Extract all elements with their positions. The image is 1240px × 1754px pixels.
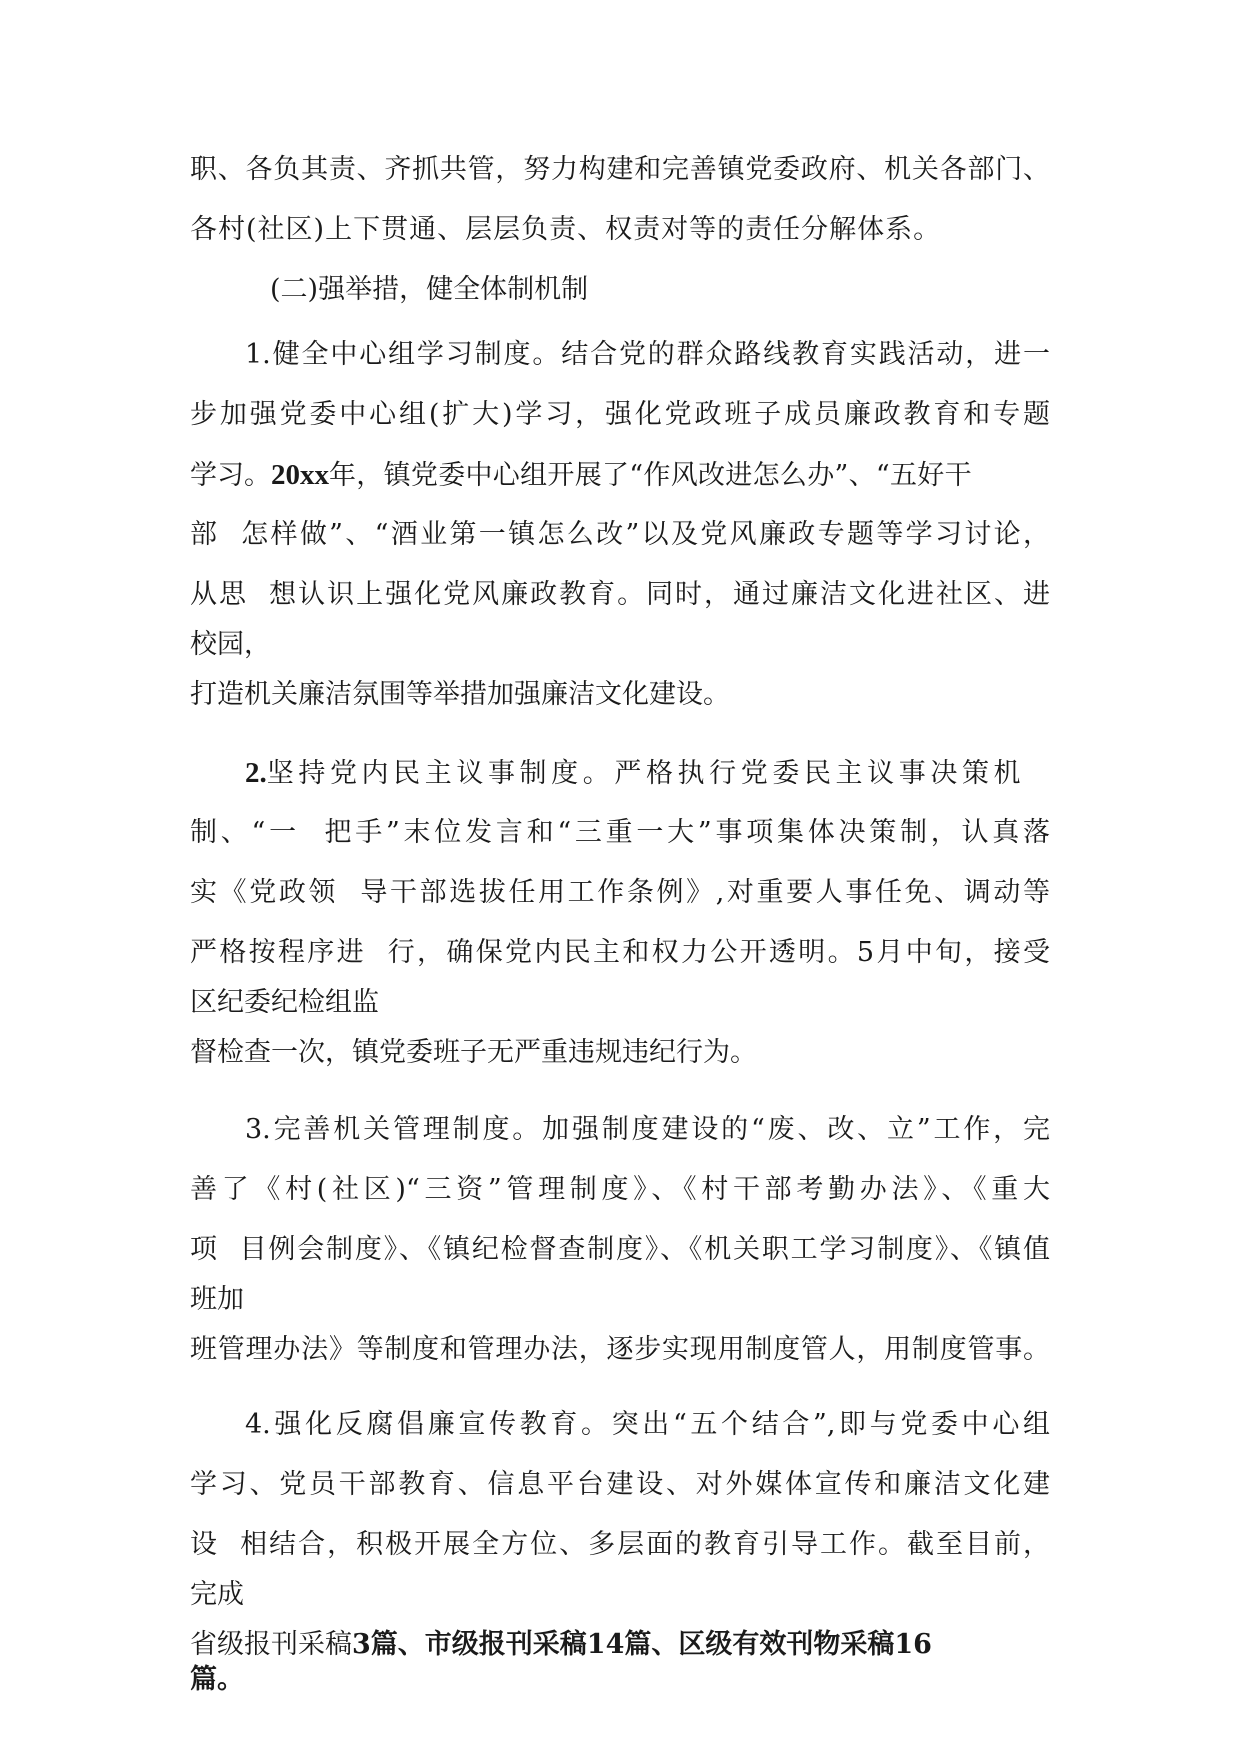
- body-line: 4.强化反腐倡廉宣传教育。突出“五个结合”,即与党委中心组: [245, 1409, 1050, 1440]
- body-line: 区纪委纪检组监: [190, 987, 379, 1018]
- body-line: 严格按程序进 行，确保党内民主和权力公开透明。5月中旬，接受: [190, 937, 1050, 968]
- body-line: 制、“一 把手”末位发言和“三重一大”事项集体决策制，认真落: [190, 817, 1050, 848]
- body-line: 步加强党委中心组(扩大)学习，强化党政班子成员廉政教育和专题: [190, 399, 1050, 430]
- body-text: 省级报刊采稿: [190, 1629, 352, 1660]
- body-line: 善了《村(社区)“三资”管理制度》、《村干部考勤办法》、《重大: [190, 1174, 1050, 1205]
- bold-text: 3篇、市级报刊采稿14篇、区级有效刊物采稿16: [352, 1629, 932, 1660]
- body-line: 打造机关廉洁氛围等举措加强廉洁文化建设。: [190, 679, 730, 710]
- body-line: [245, 753, 1050, 794]
- body-text: 学习。: [190, 460, 271, 491]
- body-line: 项 目例会制度》、《镇纪检督查制度》、《机关职工学习制度》、《镇值: [190, 1234, 1050, 1265]
- body-line: 篇。: [190, 1664, 244, 1695]
- body-line: 职、各负其责、齐抓共管，努力构建和完善镇党委政府、机关各部门、: [190, 154, 1050, 185]
- body-text: 坚持党内民主议事制度。严格执行党委民主议事决策机: [266, 758, 1026, 789]
- year-text: 20xx: [271, 459, 329, 491]
- body-line: 督检查一次，镇党委班子无严重违规违纪行为。: [190, 1037, 757, 1068]
- item-number: 2.: [245, 757, 267, 789]
- body-line: 3.完善机关管理制度。加强制度建设的“废、改、立”工作，完: [245, 1114, 1050, 1145]
- body-line: 1.健全中心组学习制度。结合党的群众路线教育实践活动，进一: [245, 339, 1050, 370]
- body-line: 完成: [190, 1579, 244, 1610]
- body-line: 实《党政领 导干部选拔任用工作条例》,对重要人事任免、调动等: [190, 877, 1050, 908]
- body-line: [190, 1625, 1050, 1665]
- body-text: 年，镇党委中心组开展了“作风改进怎么办”、“五好干: [329, 460, 972, 491]
- body-line: 学习、党员干部教育、信息平台建设、对外媒体宣传和廉洁文化建: [190, 1469, 1050, 1500]
- body-line: 各村(社区)上下贯通、层层负责、权责对等的责任分解体系。: [190, 214, 942, 245]
- section-heading: (二)强举措，健全体制机制: [270, 274, 589, 305]
- body-line: 设 相结合，积极开展全方位、多层面的教育引导工作。截至目前，: [190, 1529, 1050, 1560]
- body-line: 部 怎样做”、“酒业第一镇怎么改”以及党风廉政专题等学习讨论，: [190, 519, 1050, 550]
- body-line: 班加: [190, 1284, 244, 1315]
- body-line: 班管理办法》等制度和管理办法，逐步实现用制度管人，用制度管事。: [190, 1334, 1050, 1365]
- body-line: 从思 想认识上强化党风廉政教育。同时，通过廉洁文化进社区、进: [190, 579, 1050, 610]
- body-line: 校园，: [190, 629, 271, 660]
- body-line: [190, 455, 1050, 496]
